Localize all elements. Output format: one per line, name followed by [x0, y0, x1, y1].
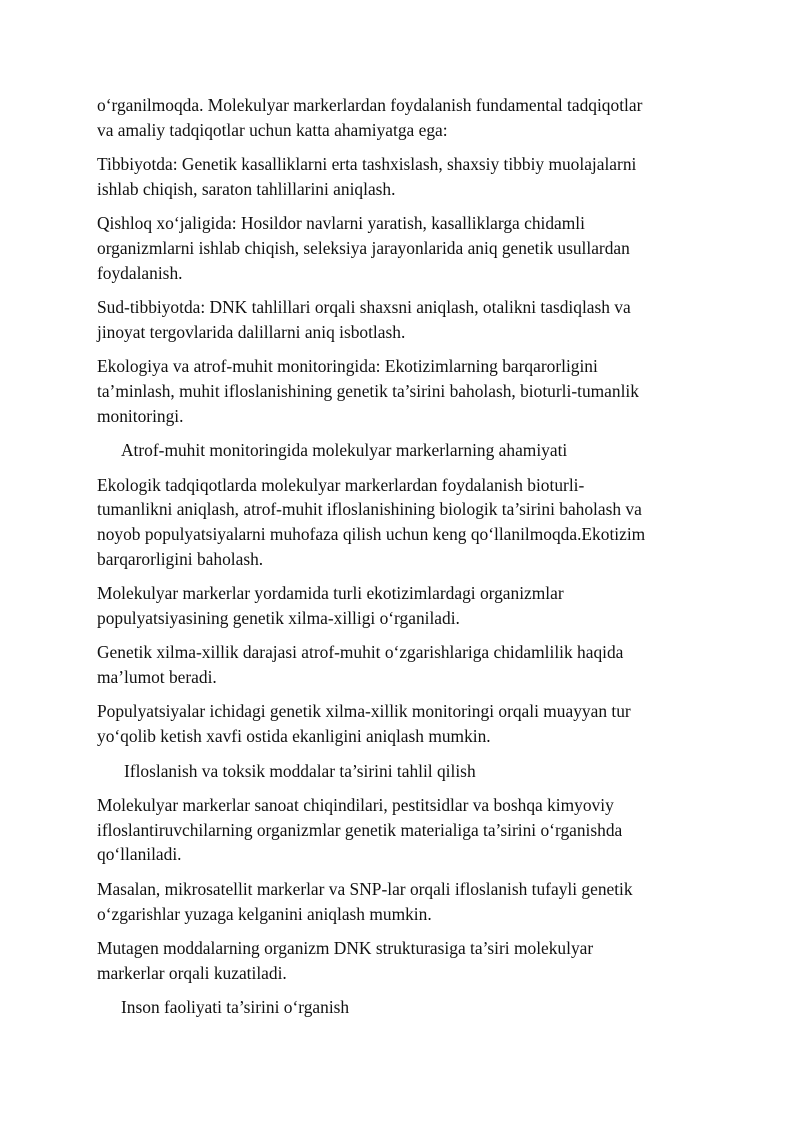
- paragraph-industrial-waste: Molekulyar markerlar sanoat chiqindilari, pestitsidlar va boshqa kimyoviy ifloslantiruvchilarning organizmlar genetik materialiga ta’sirini o‘rganishda qo‘llaniladi.: [97, 795, 623, 865]
- paragraph-microsatellite: Masalan, mikrosatellit markerlar va SNP-lar orqali ifloslanish tufayli genetik o‘zgarishlar yuzaga kelganini aniqlash mumkin.: [97, 879, 633, 924]
- section-heading-human-activity: Inson faoliyati ta’sirini o‘rganish: [121, 997, 350, 1018]
- paragraph-ecology: Ekologiya va atrof-muhit monitoringida: Ekotizimlarning barqarorligini ta’minlash, muhit ifloslanishining genetik ta’sirini baholash, bioturli-tumanlik monitoringi.: [97, 356, 639, 426]
- document-page: [97, 93, 702, 1030]
- section-heading-pollution: Ifloslanish va toksik moddalar ta’sirini tahlil qilish: [124, 760, 476, 781]
- paragraph-agriculture: Qishloq xo‘jaligida: Hosildor navlarni yaratish, kasalliklarga chidamli organizmlarni ishlab chiqish, seleksiya jarayonlarida aniq genetik usullardan foydalanish.: [97, 213, 630, 283]
- paragraph-mutagens: Mutagen moddalarning organizm DNK strukturasiga ta’siri molekulyar markerlar orqali kuzatiladi.: [97, 938, 594, 983]
- paragraph-population-diversity: Molekulyar markerlar yordamida turli ekotizimlardagi organizmlar populyatsiyasining genetik xilma-xilligi o‘rganiladi.: [97, 583, 564, 628]
- paragraph-diversity-level: Genetik xilma-xillik darajasi atrof-muhit o‘zgarishlariga chidamlilik haqida ma’lumot beradi.: [97, 642, 624, 687]
- paragraph-intro: o‘rganilmoqda. Molekulyar markerlardan foydalanish fundamental tadqiqotlar va amaliy tadqiqotlar uchun katta ahamiyatga ega:: [97, 95, 643, 140]
- paragraph-ecological-research: Ekologik tadqiqotlarda molekulyar markerlardan foydalanish bioturli- tumanlikni aniqlash, atrof-muhit ifloslanishining biologik ta’sirini baholash va noyob populyatsiyalarni muhofaza qilish uchun keng qo‘llanilmoqda.Ekotizim barqarorligini baholash.: [97, 474, 646, 569]
- paragraph-forensics: Sud-tibbiyotda: DNK tahlillari orqali shaxsni aniqlash, otalikni tasdiqlash va jinoyat tergovlarida dalillarni aniq isbotlash.: [97, 297, 631, 342]
- section-heading-monitoring: Atrof-muhit monitoringida molekulyar markerlarning ahamiyati: [121, 440, 568, 461]
- paragraph-medicine: Tibbiyotda: Genetik kasalliklarni erta tashxislash, shaxsiy tibbiy muolajalarni ishlab chiqish, saraton tahlillarini aniqlash.: [97, 154, 637, 199]
- paragraph-extinction-risk: Populyatsiyalar ichidagi genetik xilma-xillik monitoringi orqali muayyan tur yo‘qolib ketish xavfi ostida ekanligini aniqlash mumkin.: [97, 701, 631, 747]
